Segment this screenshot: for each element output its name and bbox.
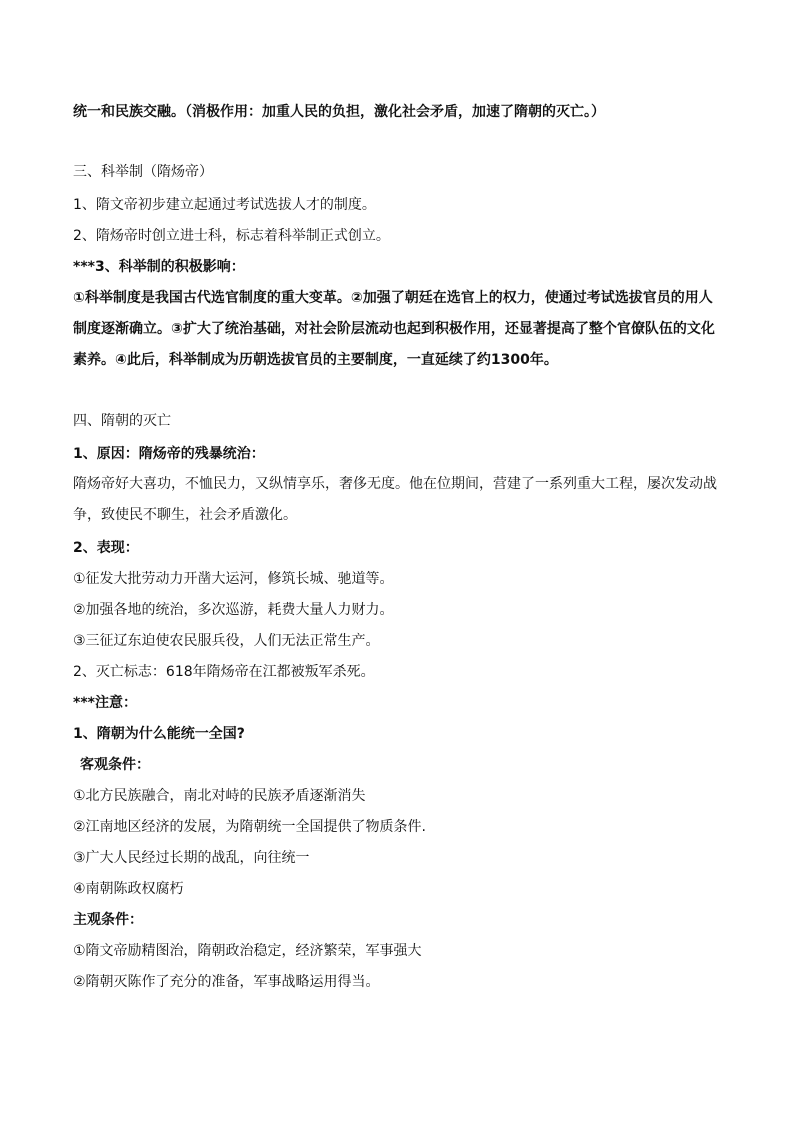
- list-item: ②隋朝灭陈作了充分的准备，军事战略运用得当。: [73, 974, 380, 990]
- list-item: 1、隋文帝初步建立起通过考试选拔人才的制度。: [73, 197, 376, 213]
- question-heading: 1、隋朝为什么能统一全国?: [73, 726, 245, 742]
- keju-impact-paragraph: ①科举制度是我国古代选官制度的重大变革。②加强了朝廷在选官上的权力，使通过考试选拔官员的用人制度逐渐确立。③扩大了统治基础，对社会阶层流动也起到积极作用，还显著提高了整个官僚队伍的文化素养。④此后，科举制成为历朝选拔官员的主要制度，一直延续了约1300年。: [73, 290, 715, 368]
- list-item: ①隋文帝励精图治，隋朝政治稳定，经济繁荣，军事强大: [73, 943, 422, 959]
- list-item: ③广大人民经过长期的战乱，向往统一: [73, 850, 310, 866]
- subheading-cause: 1、原因：隋炀帝的残暴统治：: [73, 446, 265, 462]
- subheading-manifestation: 2、表现：: [73, 540, 139, 556]
- list-item: ③三征辽东迫使农民服兵役，人们无法正常生产。: [73, 633, 380, 649]
- continuation-line: 统一和民族交融。（消极作用：加重人民的负担，激化社会矛盾，加速了隋朝的灭亡。）: [73, 104, 605, 120]
- section-heading-keju: 三、科举制（隋炀帝）: [73, 164, 213, 180]
- note-heading: ***注意：: [73, 695, 137, 711]
- objective-conditions-heading: 客观条件：: [80, 757, 150, 773]
- fall-marker-line: 2、灭亡标志：618年隋炀帝在江都被叛军杀死。: [73, 664, 375, 680]
- section-heading-fall: 四、隋朝的灭亡: [73, 413, 171, 429]
- list-item: 2、隋炀帝时创立进士科，标志着科举制正式创立。: [73, 228, 390, 244]
- subjective-conditions-heading: 主观条件：: [73, 912, 143, 928]
- cause-paragraph: 隋炀帝好大喜功，不恤民力，又纵情享乐，奢侈无度。他在位期间，营建了一系列重大工程，屡次发动战争，致使民不聊生，社会矛盾激化。: [73, 476, 717, 523]
- list-item: ④南朝陈政权腐朽: [73, 881, 184, 897]
- list-item: ①征发大批劳动力开凿大运河，修筑长城、驰道等。: [73, 571, 394, 587]
- list-item: ②江南地区经济的发展，为隋朝统一全国提供了物质条件.: [73, 819, 426, 835]
- list-item: ①北方民族融合，南北对峙的民族矛盾逐渐消失: [73, 788, 366, 804]
- subheading-keju-impact: ***3、科举制的积极影响：: [73, 259, 245, 275]
- list-item: ②加强各地的统治，多次巡游，耗费大量人力财力。: [73, 602, 394, 618]
